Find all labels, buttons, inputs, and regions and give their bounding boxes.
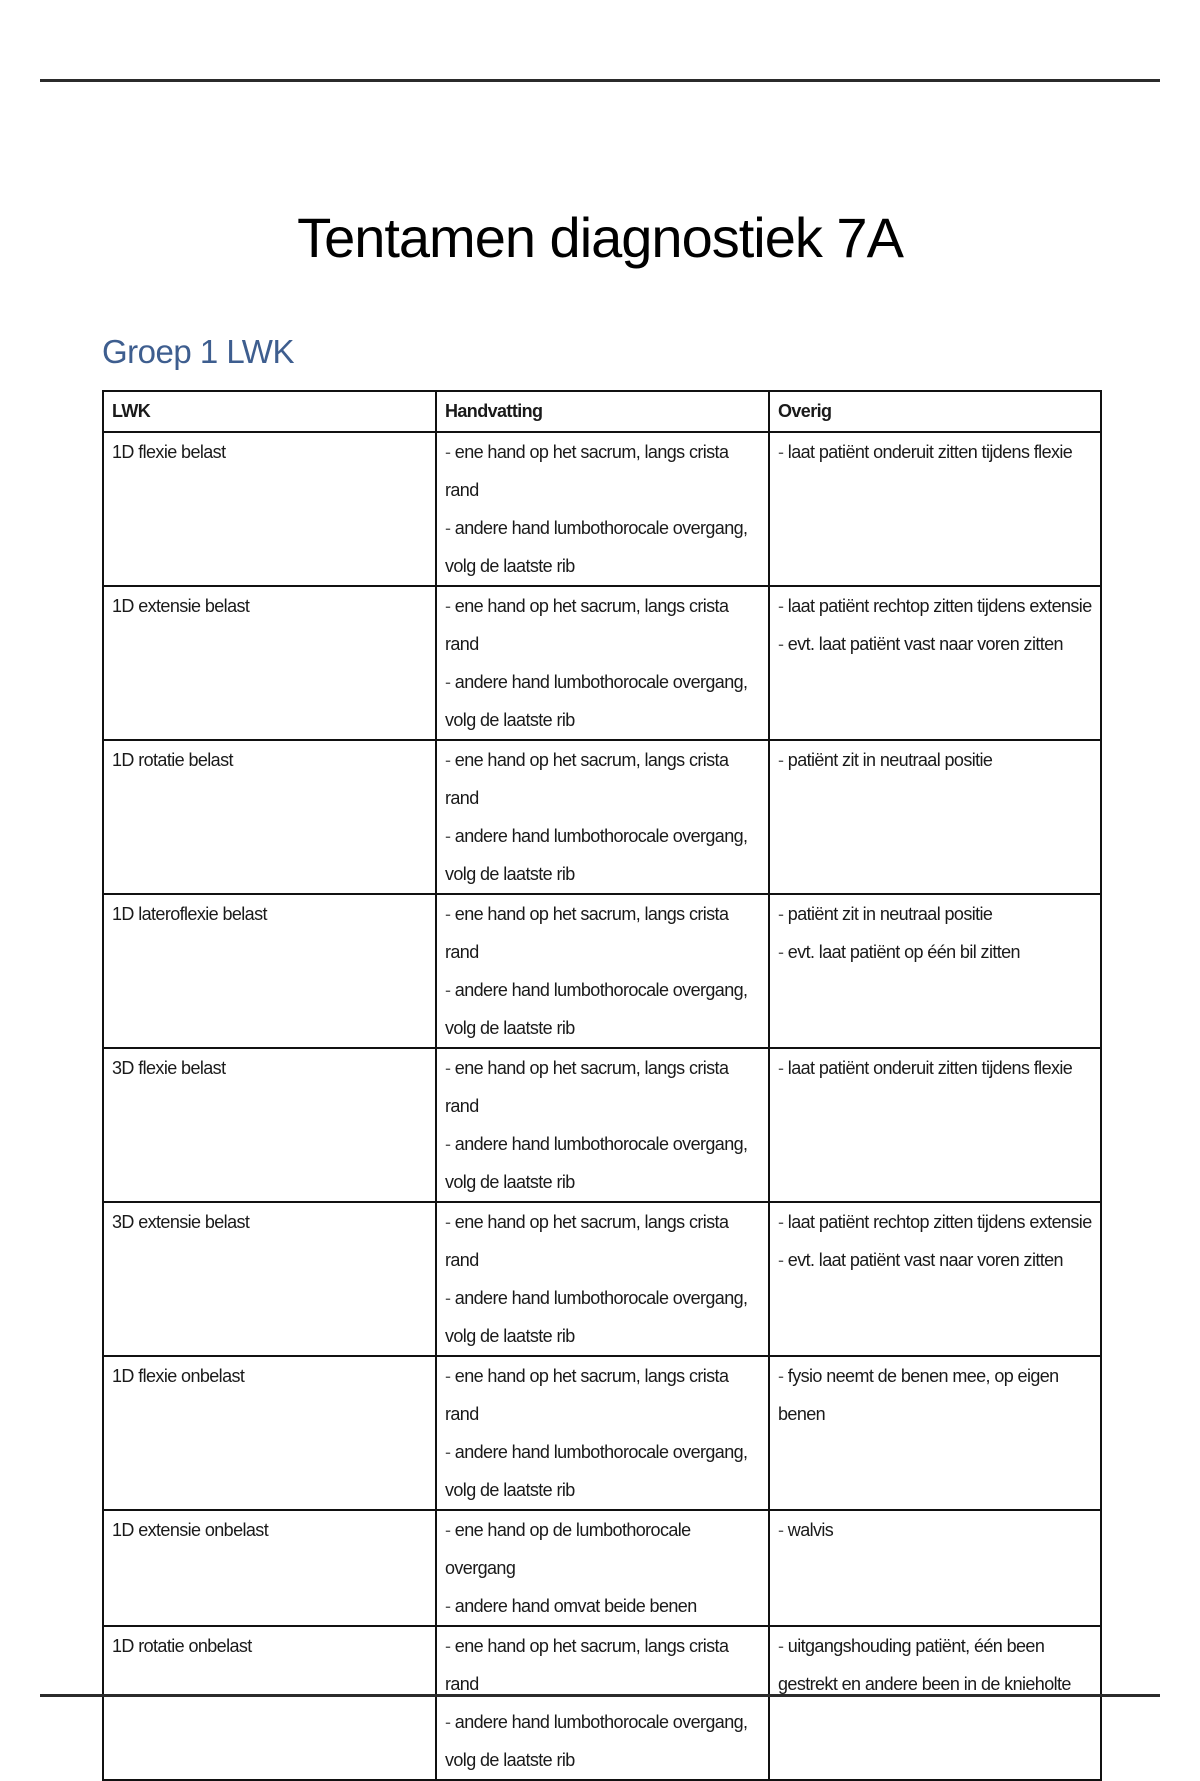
- handvatting-item: - andere hand omvat beide benen: [445, 1587, 760, 1625]
- handvatting-item: - ene hand op het sacrum, langs crista rand: [445, 1203, 760, 1279]
- handvatting-item: - andere hand lumbothorocale overgang, volg de laatste rib: [445, 509, 760, 585]
- handvatting-item: - andere hand lumbothorocale overgang, volg de laatste rib: [445, 1703, 760, 1779]
- cell-handvatting: [436, 586, 769, 740]
- cell-overig: [769, 586, 1101, 740]
- cell-handvatting: [436, 1202, 769, 1356]
- overig-item: - walvis: [778, 1511, 1092, 1549]
- table-row: [103, 1356, 1101, 1510]
- handvatting-item: - andere hand lumbothorocale overgang, volg de laatste rib: [445, 1279, 760, 1355]
- handvatting-item: - andere hand lumbothorocale overgang, volg de laatste rib: [445, 971, 760, 1047]
- cell-lwk: [103, 740, 436, 894]
- lwk-label: 3D flexie belast: [112, 1058, 226, 1078]
- table-row: [103, 586, 1101, 740]
- cell-lwk: [103, 894, 436, 1048]
- cell-lwk: [103, 432, 436, 586]
- table-row: [103, 894, 1101, 1048]
- cell-lwk: [103, 1510, 436, 1626]
- lwk-table: [102, 390, 1102, 1781]
- table-body: [103, 432, 1101, 1780]
- top-divider: [40, 79, 1160, 82]
- lwk-label: 1D rotatie onbelast: [112, 1636, 252, 1656]
- cell-overig: [769, 1626, 1101, 1780]
- overig-item: - evt. laat patiënt vast naar voren zitten: [778, 625, 1092, 663]
- cell-lwk: [103, 1202, 436, 1356]
- handvatting-item: - ene hand op het sacrum, langs crista rand: [445, 1049, 760, 1125]
- cell-overig: [769, 432, 1101, 586]
- cell-handvatting: [436, 1356, 769, 1510]
- overig-item: - evt. laat patiënt vast naar voren zitten: [778, 1241, 1092, 1279]
- table-row: [103, 432, 1101, 586]
- handvatting-item: - ene hand op het sacrum, langs crista rand: [445, 895, 760, 971]
- table-row: [103, 1202, 1101, 1356]
- cell-overig: [769, 1510, 1101, 1626]
- overig-item: - laat patiënt onderuit zitten tijdens flexie: [778, 433, 1092, 471]
- lwk-label: 1D lateroflexie belast: [112, 904, 267, 924]
- cell-overig: [769, 740, 1101, 894]
- handvatting-item: - andere hand lumbothorocale overgang, volg de laatste rib: [445, 663, 760, 739]
- handvatting-item: - andere hand lumbothorocale overgang, volg de laatste rib: [445, 1125, 760, 1201]
- overig-item: - laat patiënt onderuit zitten tijdens flexie: [778, 1049, 1092, 1087]
- overig-item: - fysio neemt de benen mee, op eigen benen: [778, 1357, 1092, 1433]
- column-header-handvatting: Handvatting: [436, 391, 769, 432]
- lwk-label: 1D extensie belast: [112, 596, 250, 616]
- cell-handvatting: [436, 740, 769, 894]
- cell-overig: [769, 1356, 1101, 1510]
- handvatting-item: - andere hand lumbothorocale overgang, volg de laatste rib: [445, 817, 760, 893]
- cell-lwk: [103, 1626, 436, 1780]
- handvatting-item: - ene hand op het sacrum, langs crista rand: [445, 1357, 760, 1433]
- overig-item: - evt. laat patiënt op één bil zitten: [778, 933, 1092, 971]
- overig-item: - patiënt zit in neutraal positie: [778, 895, 1092, 933]
- cell-handvatting: [436, 432, 769, 586]
- table-row: [103, 1510, 1101, 1626]
- lwk-label: 1D rotatie belast: [112, 750, 233, 770]
- lwk-label: 3D extensie belast: [112, 1212, 250, 1232]
- column-header-overig: Overig: [769, 391, 1101, 432]
- lwk-label: 1D flexie belast: [112, 442, 226, 462]
- table-header-row: [103, 391, 1101, 432]
- overig-item: - patiënt zit in neutraal positie: [778, 741, 1092, 779]
- cell-lwk: [103, 1048, 436, 1202]
- cell-overig: [769, 1202, 1101, 1356]
- bottom-divider: [40, 1694, 1160, 1697]
- column-header-lwk: LWK: [103, 391, 436, 432]
- handvatting-item: - ene hand op het sacrum, langs crista rand: [445, 741, 760, 817]
- cell-lwk: [103, 586, 436, 740]
- handvatting-item: - ene hand op de lumbothorocale overgang: [445, 1511, 760, 1587]
- handvatting-item: - ene hand op het sacrum, langs crista rand: [445, 433, 760, 509]
- page-title: Tentamen diagnostiek 7A: [297, 206, 903, 269]
- table-row: [103, 1048, 1101, 1202]
- cell-handvatting: [436, 1048, 769, 1202]
- handvatting-item: - ene hand op het sacrum, langs crista rand: [445, 587, 760, 663]
- cell-handvatting: [436, 894, 769, 1048]
- overig-item: - laat patiënt rechtop zitten tijdens extensie: [778, 1203, 1092, 1241]
- cell-handvatting: [436, 1626, 769, 1780]
- overig-item: - uitgangshouding patiënt, één been gestrekt en andere been in de knieholte: [778, 1627, 1092, 1703]
- section-heading: Groep 1 LWK: [102, 333, 294, 370]
- lwk-label: 1D flexie onbelast: [112, 1366, 245, 1386]
- overig-item: - laat patiënt rechtop zitten tijdens extensie: [778, 587, 1092, 625]
- lwk-label: 1D extensie onbelast: [112, 1520, 269, 1540]
- handvatting-item: - ene hand op het sacrum, langs crista rand: [445, 1627, 760, 1703]
- table-row: [103, 1626, 1101, 1780]
- table-row: [103, 740, 1101, 894]
- cell-handvatting: [436, 1510, 769, 1626]
- handvatting-item: - andere hand lumbothorocale overgang, volg de laatste rib: [445, 1433, 760, 1509]
- cell-lwk: [103, 1356, 436, 1510]
- cell-overig: [769, 1048, 1101, 1202]
- cell-overig: [769, 894, 1101, 1048]
